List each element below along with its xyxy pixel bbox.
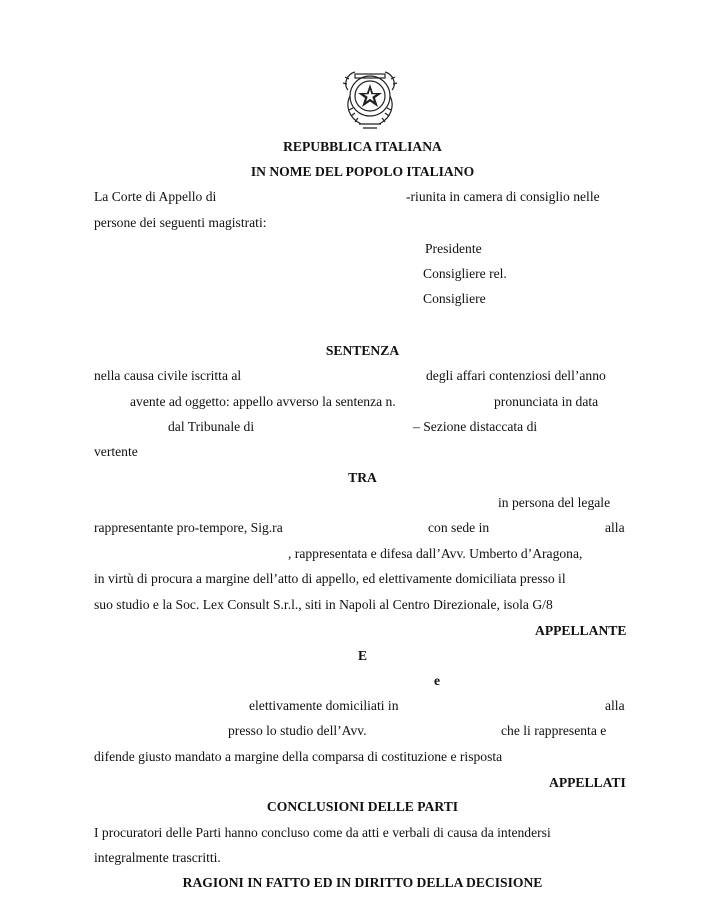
- appellati-line-1b: alla: [605, 698, 625, 713]
- sentenza-line-2a: avente ad oggetto: appello avverso la sentenza n.: [130, 394, 396, 409]
- appellati-line-2a: presso lo studio dell’Avv.: [228, 723, 367, 738]
- italian-republic-emblem-icon: [339, 66, 401, 132]
- tra-line-2c: alla: [605, 520, 625, 535]
- appellati-line-2b: che li rappresenta e: [501, 723, 607, 738]
- tra-heading: TRA: [348, 470, 377, 485]
- tra-line-4: in virtù di procura a margine dell’atto di appello, ed elettivamente domiciliata presso il: [94, 571, 566, 586]
- e-small: e: [434, 673, 441, 688]
- appellante-role: APPELLANTE: [535, 623, 627, 638]
- conclusioni-line-2: integralmente trascritti.: [94, 850, 221, 865]
- ragioni-heading: RAGIONI IN FATTO ED IN DIRITTO DELLA DECISIONE: [182, 875, 543, 890]
- tra-line-3: , rappresentata e difesa dall’Avv. Umberto d’Aragona,: [288, 546, 583, 561]
- judge-rapporteur: Consigliere rel.: [423, 266, 507, 281]
- sentenza-heading: SENTENZA: [325, 343, 400, 358]
- appellati-line-1a: elettivamente domiciliati in: [249, 698, 399, 713]
- sentenza-line-4: vertente: [94, 444, 138, 459]
- document-subtitle: IN NOME DEL POPOLO ITALIANO: [250, 164, 475, 179]
- court-prefix: La Corte di Appello di: [94, 189, 217, 204]
- tra-line-2a: rappresentante pro-tempore, Sig.ra: [94, 520, 283, 535]
- conclusioni-line-1: I procuratori delle Parti hanno concluso come da atti e verbali di causa da intendersi: [94, 825, 551, 840]
- conclusioni-heading: CONCLUSIONI DELLE PARTI: [266, 799, 459, 814]
- sentenza-line-1b: degli affari contenziosi dell’anno: [426, 368, 606, 383]
- tra-line-5: suo studio e la Soc. Lex Consult S.r.l., siti in Napoli al Centro Direzionale, isola G/8: [94, 597, 553, 612]
- appellati-role: APPELLATI: [549, 775, 626, 790]
- e-heading: E: [357, 648, 368, 663]
- document-title: REPUBBLICA ITALIANA: [283, 139, 442, 154]
- tra-line-2b: con sede in: [428, 520, 490, 535]
- appellati-line-3: difende giusto mandato a margine della comparsa di costituzione e risposta: [94, 749, 503, 764]
- tra-line-1: in persona del legale: [498, 495, 611, 510]
- court-suffix: -riunita in camera di consiglio nelle: [406, 189, 600, 204]
- sentenza-line-3b: – Sezione distaccata di: [413, 419, 538, 434]
- sentenza-line-1a: nella causa civile iscritta al: [94, 368, 242, 383]
- judge-counsellor: Consigliere: [423, 291, 486, 306]
- judge-president: Presidente: [425, 241, 482, 256]
- intro-line-2: persone dei seguenti magistrati:: [94, 215, 267, 230]
- sentenza-line-2b: pronunciata in data: [494, 394, 599, 409]
- sentenza-line-3a: dal Tribunale di: [168, 419, 255, 434]
